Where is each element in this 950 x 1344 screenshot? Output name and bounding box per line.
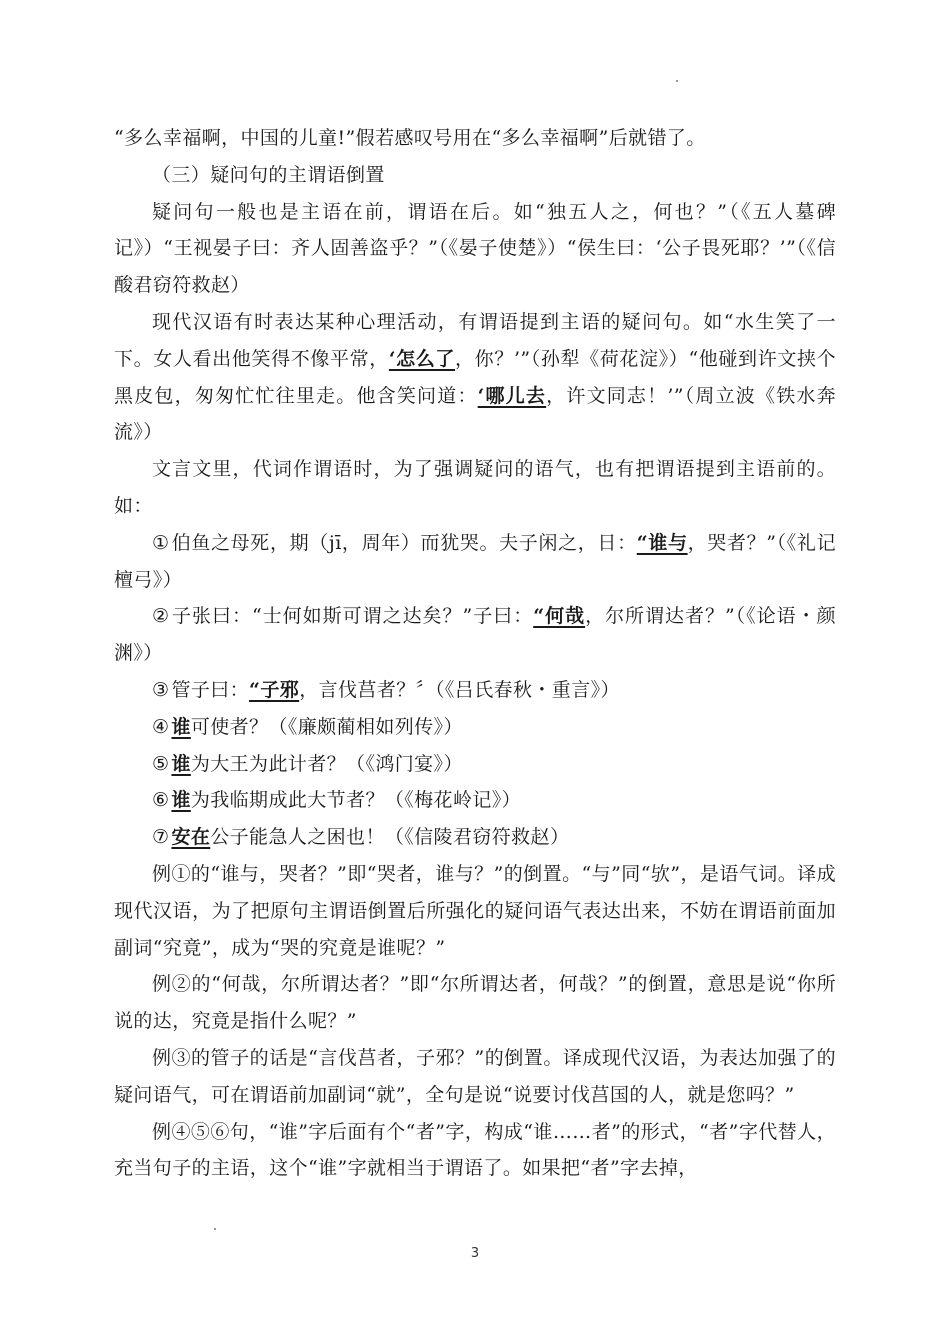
- scan-dot: [214, 1228, 216, 1230]
- paragraph: 文言文里，代词作谓语时，为了强调疑问的语气，也有把谓语提到主语前的。如：: [114, 458, 836, 517]
- underlined-phrase: ‘哪儿去: [477, 384, 547, 407]
- scan-dot: [676, 80, 678, 82]
- document-page: [114, 120, 836, 1187]
- example-marker: ④: [152, 715, 170, 738]
- page-number: 3: [470, 1246, 480, 1261]
- text-run: ，你？’”（孙犁《荷花淀》）“他碰到许文挟个黑皮包，匆匆忙忙往里走。他含笑问道：: [114, 347, 836, 407]
- example-line: [114, 525, 836, 599]
- example-marker: ⑦: [152, 826, 170, 849]
- example-line: [114, 672, 836, 709]
- text-run: 管子曰：: [171, 678, 250, 701]
- text-run: ，尔所谓达者？”（《论语・颜渊》）: [114, 605, 836, 665]
- example-line: [114, 782, 836, 819]
- example-line: [114, 709, 836, 746]
- section-heading: （三）疑问句的主谓语倒置: [152, 163, 385, 186]
- text-run: 为大王为此计者？（《鸿门宴》）: [190, 752, 463, 775]
- text-run: 伯鱼之母死，期（jī，周年）而犹哭。夫子闲之，日：: [171, 531, 637, 554]
- underlined-phrase: “子邪: [249, 678, 300, 701]
- underlined-phrase: ‘怎么了: [388, 347, 456, 370]
- explanation-paragraph: 例①的“谁与，哭者？”即“哭者，谁与？”的倒置。“与”同“欤”，是语气词。译成现代汉语，为了把原句主谓语倒置后所强化的疑问语气表达出来，不妨在谓语前面加副词“究竟”，成为“哭的究竟是谁呢？”: [114, 862, 836, 959]
- explanation-paragraph: 例③的管子的话是“言伐莒者，子邪？”的倒置。译成现代汉语，为表达加强了的疑问语气，可在谓语前加副词“就”，全句是说“说要讨伐莒国的人，就是您吗？”: [114, 1046, 836, 1106]
- example-line: [114, 819, 836, 856]
- text-run: 为我临期成此大节者？（《梅花岭记》）: [190, 789, 522, 812]
- example-line: [114, 598, 836, 672]
- paragraph: “多么幸福啊，中国的儿童!”假若感叹号用在“多么幸福啊”后就错了。: [114, 127, 706, 149]
- text-run: ，哭者？”（《礼记檀弓》）: [114, 531, 836, 591]
- text-run: ，许文同志！’”（周立波《铁水奔流》）: [114, 384, 837, 444]
- example-marker: ⑤: [152, 752, 170, 775]
- text-run: 公子能急人之困也！（《信陵君窃符救赵）: [210, 826, 570, 849]
- underlined-phrase: 谁: [171, 752, 191, 775]
- text-run: 可使者？（《廉颇蔺相如列传》）: [190, 715, 463, 738]
- paragraph: [114, 304, 836, 451]
- explanation-paragraph: 例④⑤⑥句，“谁”字后面有个“者”字，构成“谁……者”的形式，“者”字代替人，充当句子的主语，这个“谁”字就相当于谓语了。如果把“者”字去掉，: [114, 1120, 836, 1180]
- underlined-phrase: “何哉: [533, 605, 586, 628]
- explanation-paragraph: 例②的“何哉，尔所谓达者？”即“尔所谓达者，何哉？”的倒置，意思是说“你所说的达，究竟是指什么呢？”: [114, 973, 836, 1033]
- example-line: [114, 746, 836, 783]
- text-run: 子张曰：“士何如斯可谓之达矣？”子曰：: [172, 605, 534, 628]
- example-marker: ②: [152, 605, 171, 628]
- example-marker: ⑥: [152, 789, 170, 812]
- text-run: ，言伐莒者？〞（《吕氏春秋・重言》）: [299, 678, 620, 701]
- underlined-phrase: 谁: [171, 789, 191, 812]
- underlined-phrase: “谁与: [636, 531, 688, 554]
- underlined-phrase: 谁: [171, 715, 191, 738]
- example-marker: ③: [152, 678, 170, 701]
- text-run: 现代汉语有时表达某种心理活动，有谓语提到主语的疑问句。如“水生笑了一下。女人看出他笑得不像平常，: [114, 310, 836, 370]
- underlined-phrase: 安在: [171, 826, 211, 849]
- paragraph: 疑问句一般也是主语在前，谓语在后。如“独五人之，何也？”（《五人墓碑记》）“王视晏子曰：齐人固善盗乎？”（《晏子使楚》）“侯生曰：‘公子畏死耶？’”（《信酸君窃符救赵）: [114, 200, 836, 297]
- example-marker: ①: [152, 531, 170, 554]
